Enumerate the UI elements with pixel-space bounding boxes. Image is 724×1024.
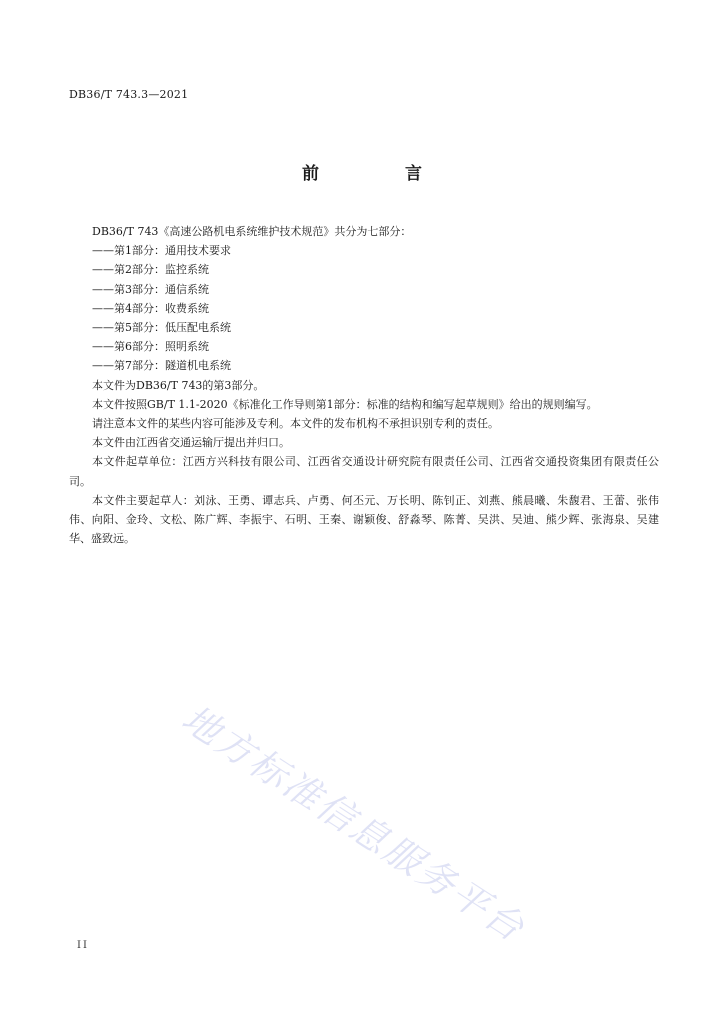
document-body xyxy=(69,222,659,548)
drafters-paragraph: 本文件主要起草人：刘泳、王勇、谭志兵、卢勇、何丕元、万长明、陈钊正、刘燕、熊晨曦、朱馥君、王蕾、张伟伟、向阳、金玲、文松、陈广辉、李振宇、石明、王秦、谢颖俊、舒淼琴、陈菁、吴洪、吴迪、熊少辉、张海泉、吴建华、盛致远。 xyxy=(69,493,659,546)
drafting-units-paragraph: 本文件起草单位：江西方兴科技有限公司、江西省交通设计研究院有限责任公司、江西省交通投资集团有限责任公司。 xyxy=(69,455,659,488)
page-number: II xyxy=(77,940,89,951)
part-list-item: ——第1部分：通用技术要求 xyxy=(92,244,231,258)
proposer-paragraph: 本文件由江西省交通运输厅提出并归口。 xyxy=(92,436,290,450)
part-statement: 本文件为DB36/T 743的第3部分。 xyxy=(92,378,265,392)
watermark-text: 地方标准信息服务平台 xyxy=(174,696,534,951)
intro-paragraph: DB36/T 743《高速公路机电系统维护技术规范》共分为七部分： xyxy=(92,225,412,238)
patent-notice: 请注意本文件的某些内容可能涉及专利。本文件的发布机构不承担识别专利的责任。 xyxy=(92,417,499,431)
part-list-item: ——第3部分：通信系统 xyxy=(92,282,209,296)
part-list-item: ——第6部分：照明系统 xyxy=(92,340,209,354)
part-list-item: ——第7部分：隧道机电系统 xyxy=(92,359,231,373)
part-list-item: ——第4部分：收费系统 xyxy=(92,301,209,315)
part-list-item: ——第5部分：低压配电系统 xyxy=(92,321,231,335)
page-title: 前 言 xyxy=(302,164,462,184)
drafting-rules-paragraph: 本文件按照GB/T 1.1-2020《标准化工作导则第1部分：标准的结构和编写起草规则》给出的规则编写。 xyxy=(92,397,598,411)
document-code: DB36/T 743.3—2021 xyxy=(69,88,189,101)
part-list-item: ——第2部分：监控系统 xyxy=(92,263,209,277)
